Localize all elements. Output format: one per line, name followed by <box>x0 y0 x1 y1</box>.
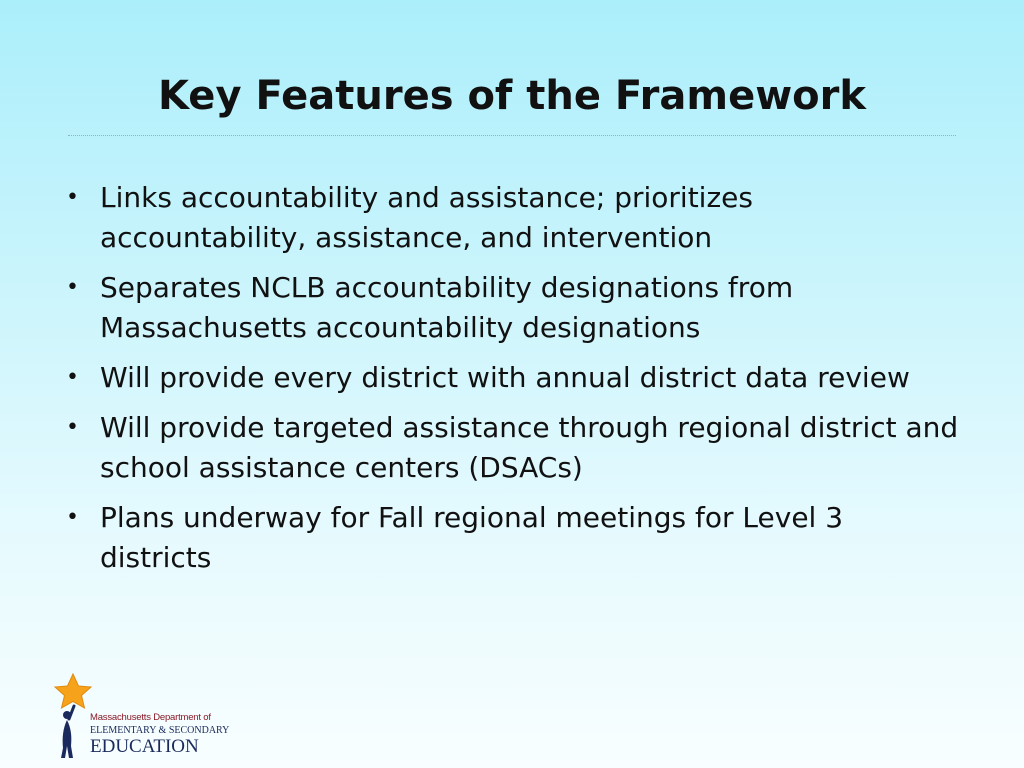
bullet-item <box>60 268 960 348</box>
bullet-icon: • <box>66 275 79 300</box>
logo-figure-body <box>61 720 73 758</box>
bullet-text: Plans underway for Fall regional meetings for Level 3 districts <box>100 501 844 574</box>
bullet-item <box>60 498 960 578</box>
bullet-text: Will provide every district with annual district data review <box>100 361 910 394</box>
bullet-text: Will provide targeted assistance through regional district and school assistance centers (DSACs) <box>100 411 959 484</box>
dese-logo <box>50 672 240 762</box>
bullet-icon: • <box>66 365 79 390</box>
logo-star <box>55 674 91 708</box>
bullet-icon: • <box>66 185 79 210</box>
bullet-icon: • <box>66 505 79 530</box>
logo-subtitle-text: ELEMENTARY & SECONDARY <box>90 725 230 736</box>
title-divider <box>68 135 956 136</box>
logo-department-text: Massachusetts Department of <box>90 712 211 723</box>
bullet-item <box>60 178 960 258</box>
bullet-text: Links accountability and assistance; prioritizes accountability, assistance, and intervention <box>100 181 753 254</box>
logo-education-text: EDUCATION <box>90 736 199 757</box>
bullet-item <box>60 358 960 398</box>
bullet-icon: • <box>66 415 79 440</box>
bullet-item <box>60 408 960 488</box>
bullet-list <box>60 178 960 588</box>
slide-title: Key Features of the Framework <box>158 73 866 119</box>
bullet-text: Separates NCLB accountability designations from Massachusetts accountability designations <box>100 271 794 344</box>
